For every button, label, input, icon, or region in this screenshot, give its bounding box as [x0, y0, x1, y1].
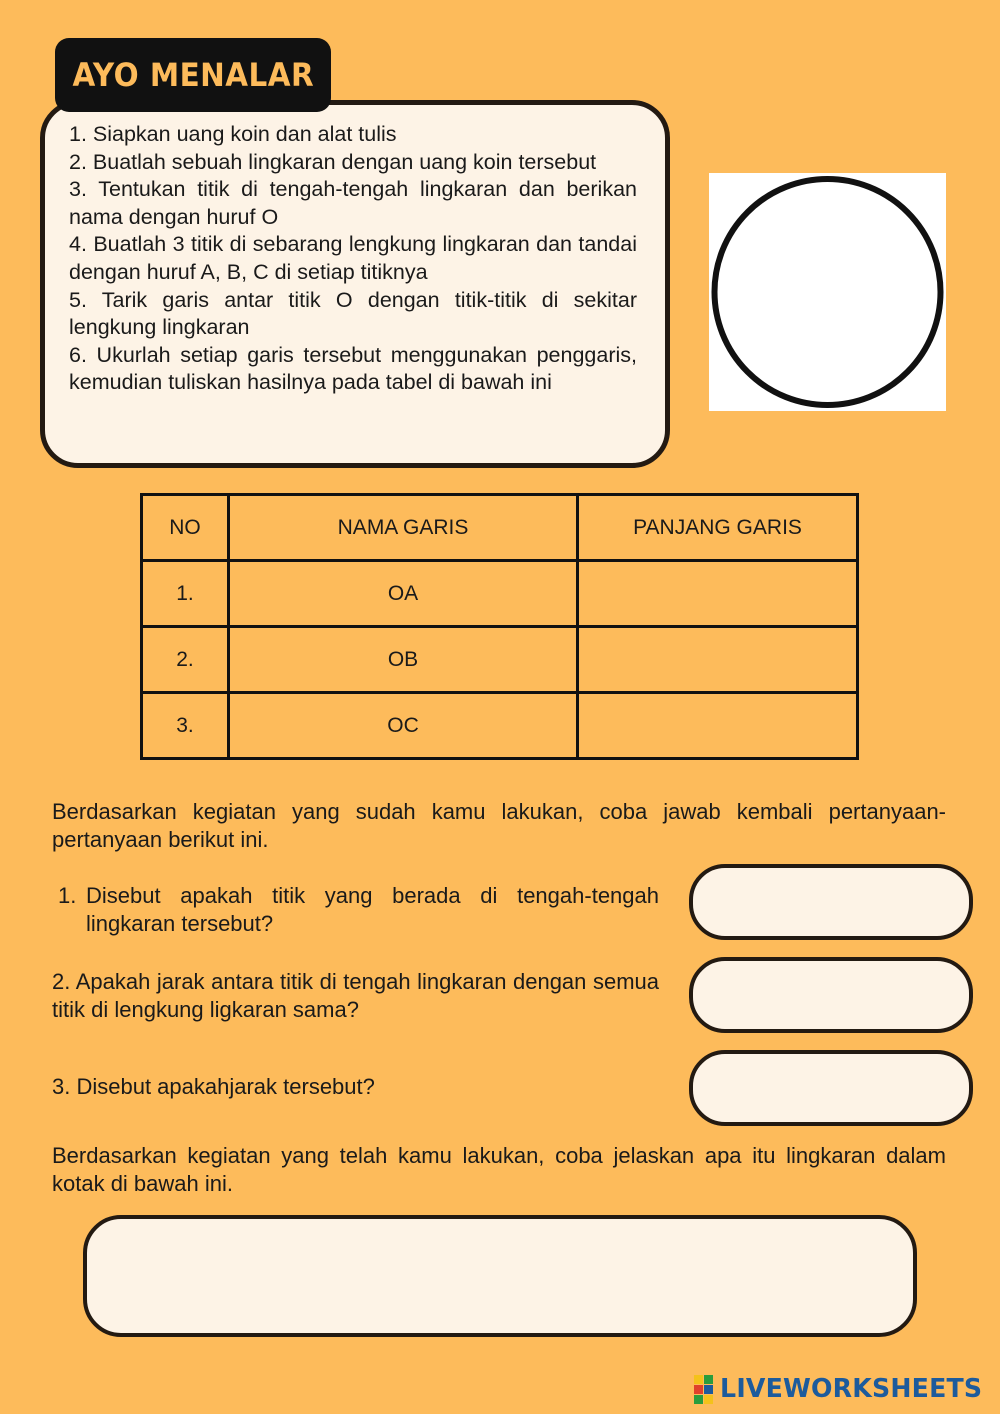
- table-header-length: PANJANG GARIS: [578, 495, 858, 561]
- instruction-item: 6. Ukurlah setiap garis tersebut menggunakan penggaris, kemudian tuliskan hasilnya pada tabel di bawah ini: [69, 342, 637, 395]
- instruction-item: 2. Buatlah sebuah lingkaran dengan uang koin tersebut: [69, 149, 597, 174]
- row-length-input[interactable]: [578, 627, 858, 693]
- closing-paragraph: Berdasarkan kegiatan yang telah kamu lakukan, coba jelaskan apa itu lingkaran dalam kotak di bawah ini.: [52, 1143, 946, 1196]
- question-number: 1.: [58, 883, 77, 908]
- instruction-item: 1. Siapkan uang koin dan alat tulis: [69, 122, 397, 146]
- table-header-name: NAMA GARIS: [229, 495, 578, 561]
- instruction-item: 4. Buatlah 3 titik di sebarang lengkung lingkaran dan tandai dengan huruf A, B, C di setiap titiknya: [69, 232, 637, 284]
- instruction-item: 3. Tentukan titik di tengah-tengah lingkaran dan berikan nama dengan huruf O: [69, 177, 637, 229]
- row-length-input[interactable]: [578, 561, 858, 627]
- liveworksheets-logo: [694, 1374, 986, 1404]
- question-text: Disebut apakah titik yang berada di tengah-tengah lingkaran tersebut?: [86, 883, 659, 936]
- table-row: [142, 561, 858, 627]
- section-title-tab: [55, 38, 331, 112]
- circle-illustration: [709, 173, 946, 411]
- question-3: 3. Disebut apakahjarak tersebut?: [52, 1074, 375, 1099]
- row-length-input[interactable]: [578, 693, 858, 759]
- instruction-item: 5. Tarik garis antar titik O dengan titik-titik di sekitar lengkung lingkaran: [69, 287, 637, 340]
- table-row: [142, 693, 858, 759]
- measurement-table: [140, 493, 859, 760]
- answer-input-1[interactable]: [689, 864, 973, 940]
- circle-outline-icon: [709, 173, 946, 411]
- table-row: [142, 627, 858, 693]
- row-number: 2.: [142, 627, 229, 693]
- question-2: 2. Apakah jarak antara titik di tengah lingkaran dengan semua titik di lengkung ligkaran sama?: [52, 969, 659, 1022]
- row-line-name: OB: [229, 627, 578, 693]
- instructions-box: [40, 100, 670, 468]
- answer-input-3[interactable]: [689, 1050, 973, 1126]
- table-header-row: [142, 495, 858, 561]
- table-header-no: NO: [142, 495, 229, 561]
- instructions-list: [69, 121, 637, 397]
- liveworksheets-icon: [694, 1375, 713, 1404]
- row-line-name: OA: [229, 561, 578, 627]
- definition-answer-box[interactable]: [83, 1215, 917, 1337]
- intro-paragraph: Berdasarkan kegiatan yang sudah kamu lakukan, coba jawab kembali pertanyaan- pertanyaan berikut ini.: [52, 799, 946, 852]
- row-number: 1.: [142, 561, 229, 627]
- row-number: 3.: [142, 693, 229, 759]
- row-line-name: OC: [229, 693, 578, 759]
- logo-text: LIVEWORKSHEETS: [719, 1374, 982, 1404]
- section-title: AYO MENALAR: [72, 56, 314, 94]
- answer-input-2[interactable]: [689, 957, 973, 1033]
- question-1: [52, 882, 659, 938]
